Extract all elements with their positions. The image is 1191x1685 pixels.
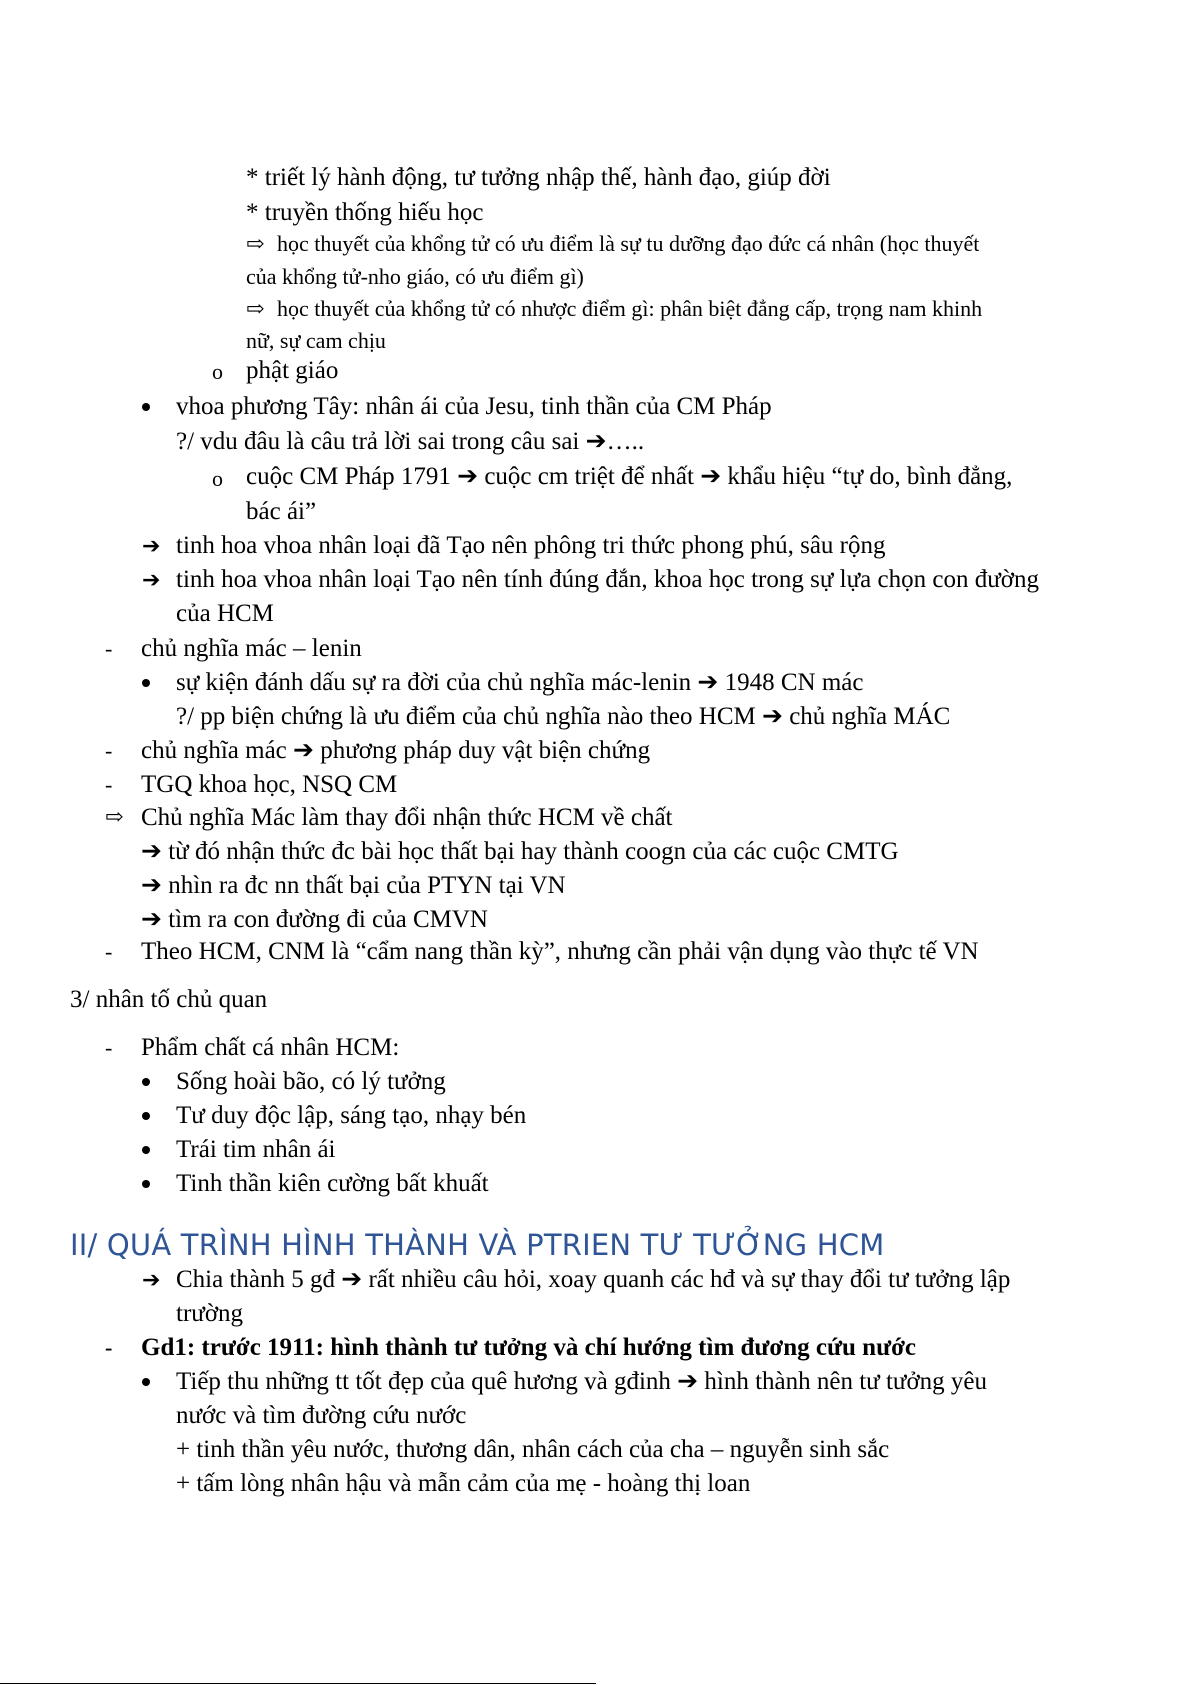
section-label: 3/ nhân tố chủ quan (70, 986, 268, 1013)
arrow-icon: ➔ (293, 737, 314, 764)
dash-bullet: - (105, 939, 113, 964)
arrow-icon: ➔ (457, 463, 479, 490)
bullet-icon (142, 1146, 150, 1154)
arrow-icon: ➔ (762, 703, 783, 730)
text-line: + tinh thần yêu nước, thương dân, nhân cách của cha – nguyễn sinh sắc (176, 1436, 890, 1463)
text-line: phật giáo (246, 357, 339, 384)
text-line: học thuyết của khổng tử có nhược điểm gì: phân biệt đẳng cấp, trọng nam khinh (277, 296, 983, 321)
text-line: Phẩm chất cá nhân HCM: (141, 1034, 400, 1061)
text-line: tinh hoa vhoa nhân loại đã Tạo nên phông tri thức phong phú, sâu rộng (176, 532, 886, 559)
text-line: Tinh thần kiên cường bất khuất (176, 1170, 489, 1197)
dash-bullet: - (105, 772, 113, 797)
bold-arrow-icon: ➔ (142, 567, 161, 592)
text-line: tinh hoa vhoa nhân loại Tạo nên tính đúng đắn, khoa học trong sự lựa chọn con đường (176, 566, 1039, 593)
section-heading: II/ QUÁ TRÌNH HÌNH THÀNH VÀ PTRIEN TƯ TƯỞNG HCM (70, 1228, 885, 1262)
text-line: TGQ khoa học, NSQ CM (141, 771, 398, 798)
text-line: ➔ từ đó nhận thức đc bài học thất bại hay thành coogn của các cuộc CMTG (141, 838, 899, 865)
bold-arrow-icon: ➔ (142, 1267, 161, 1292)
text-line: Tiếp thu những tt tốt đẹp của quê hương và gđinh ➔ hình thành nên tư tưởng yêu (176, 1368, 988, 1395)
text-line: chủ nghĩa mác – lenin (141, 635, 362, 662)
bullet-icon (142, 1180, 150, 1188)
text-line: ➔ tìm ra con đường đi của CMVN (141, 906, 488, 933)
text-line: Chia thành 5 gđ ➔ rất nhiều câu hỏi, xoay quanh các hđ và sự thay đổi tư tưởng lập (176, 1266, 1011, 1293)
arrow-icon: ➔ (141, 838, 162, 865)
text-line: nước và tìm đường cứu nước (176, 1402, 467, 1429)
arrow-icon: ➔ (677, 1368, 699, 1395)
text-line: vhoa phương Tây: nhân ái của Jesu, tinh thần của CM Pháp (176, 393, 772, 420)
text-line: Tư duy độc lập, sáng tạo, nhạy bén (176, 1102, 527, 1129)
bullet-icon (142, 1112, 150, 1120)
bullet-icon (142, 1378, 150, 1386)
circle-bullet-icon: o (212, 359, 223, 384)
text-line: sự kiện đánh dấu sự ra đời của chủ nghĩa mác-lenin ➔ 1948 CN mác (176, 669, 864, 696)
text-line: Sống hoài bão, có lý tưởng (176, 1068, 446, 1095)
circle-bullet-icon: o (212, 466, 223, 491)
text-line: cuộc CM Pháp 1791 ➔ cuộc cm triệt để nhất ➔ khẩu hiệu “tự do, bình đẳng, (246, 463, 1013, 490)
text-line: ?/ vdu đâu là câu trả lời sai trong câu sai ➔….. (176, 428, 645, 455)
text-line: Trái tim nhân ái (176, 1136, 336, 1163)
text-line: ?/ pp biện chứng là ưu điểm của chủ nghĩa nào theo HCM ➔ chủ nghĩa MÁC (176, 703, 951, 730)
arrow-icon: ➔ (141, 872, 162, 899)
footer-rule (0, 1683, 596, 1684)
text-line: chủ nghĩa mác ➔ phương pháp duy vật biện chứng (141, 737, 651, 764)
stage-heading: Gd1: trước 1911: hình thành tư tưởng và chí hướng tìm đương cứu nước (141, 1334, 917, 1361)
bold-arrow-icon: ➔ (142, 533, 161, 558)
text-line: của khổng tử-nho giáo, có ưu điểm gì) (246, 264, 584, 289)
dash-bullet: - (105, 738, 113, 763)
text-line: * truyền thống hiếu học (246, 199, 484, 226)
dash-bullet: - (105, 1335, 113, 1360)
text-line: trường (176, 1300, 244, 1327)
dash-bullet: - (105, 1035, 113, 1060)
hollow-arrow-icon: ⇨ (105, 804, 124, 829)
arrow-icon: ➔ (141, 906, 162, 933)
arrow-icon: ➔ (585, 428, 607, 455)
text-line: ➔ nhìn ra đc nn thất bại của PTYN tại VN (141, 872, 566, 899)
bullet-icon (142, 1078, 150, 1086)
text-line: nữ, sự cam chịu (246, 328, 386, 353)
arrow-icon: ➔ (341, 1266, 363, 1293)
text-line: Chủ nghĩa Mác làm thay đổi nhận thức HCM về chất (141, 804, 673, 831)
arrow-icon: ➔ (700, 463, 722, 490)
hollow-arrow-icon: ⇨ (246, 296, 265, 321)
dash-bullet: - (105, 636, 113, 661)
text-line: Theo HCM, CNM là “cẩm nang thần kỳ”, nhưng cần phải vận dụng vào thực tế VN (141, 938, 979, 965)
bullet-icon (142, 403, 150, 411)
bullet-icon (142, 679, 150, 687)
arrow-icon: ➔ (697, 669, 719, 696)
hollow-arrow-icon: ⇨ (246, 231, 265, 256)
text-line: học thuyết của khổng tử có ưu điểm là sự tu dưỡng đạo đức cá nhân (học thuyết (277, 231, 980, 256)
text-line: của HCM (176, 600, 274, 627)
text-line: + tấm lòng nhân hậu và mẫn cảm của mẹ - hoàng thị loan (176, 1470, 751, 1497)
text-line: bác ái” (246, 498, 317, 525)
text-line: * triết lý hành động, tư tưởng nhập thế, hành đạo, giúp đời (246, 164, 831, 191)
